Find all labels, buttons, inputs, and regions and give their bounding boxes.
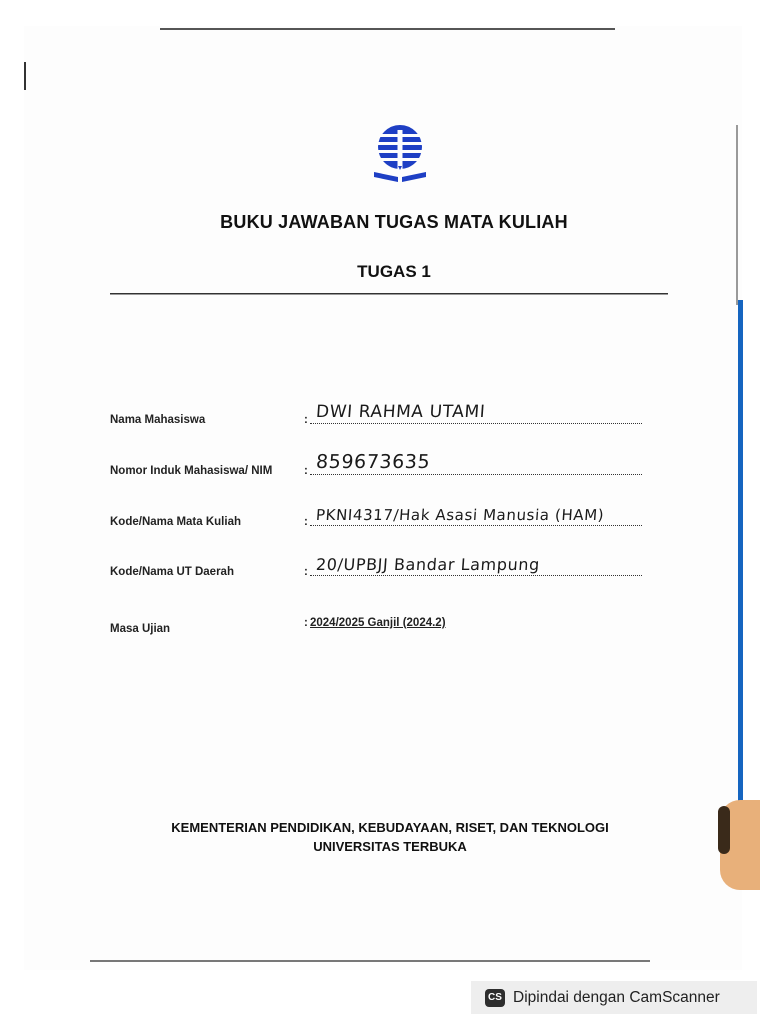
paper-left-mark (24, 62, 26, 90)
field-label: Nomor Induk Mahasiswa/ NIM (110, 465, 273, 477)
field-masa-ujian (110, 601, 670, 635)
field-label: Nama Mahasiswa (110, 414, 206, 426)
field-nama-mahasiswa (110, 398, 670, 428)
field-separator: : (304, 414, 308, 426)
dotted-line (310, 525, 642, 526)
field-label: Kode/Nama UT Daerah (110, 566, 234, 578)
field-ut-daerah (110, 550, 670, 580)
camscanner-watermark (471, 981, 757, 1014)
dotted-line (310, 575, 642, 576)
universitas-terbuka-logo-icon (370, 122, 430, 184)
document-subtitle: TUGAS 1 (357, 262, 431, 281)
field-nim (110, 449, 670, 479)
paper-fold-shadow (736, 125, 738, 305)
camscanner-icon: CS (485, 989, 505, 1007)
dotted-line (310, 423, 642, 424)
footer-university: UNIVERSITAS TERBUKA (313, 839, 467, 854)
paper-bottom-edge (90, 960, 650, 962)
dotted-line (310, 474, 642, 475)
field-separator: : (304, 465, 308, 477)
field-separator: : (304, 617, 308, 629)
handwritten-value: 20/UPBJJ Bandar Lampung (315, 555, 541, 574)
paper-top-edge (160, 28, 615, 30)
scan-edge-strip (738, 300, 743, 820)
title-divider (110, 293, 668, 295)
field-mata-kuliah (110, 500, 670, 530)
finger-shadow (718, 806, 730, 854)
typed-value: 2024/2025 Ganjil (2024.2) (310, 617, 446, 629)
document-title: BUKU JAWABAN TUGAS MATA KULIAH (220, 212, 568, 232)
field-separator: : (304, 516, 308, 528)
camscanner-text: Dipindai dengan CamScanner (513, 988, 720, 1006)
handwritten-value: DWI RAHMA UTAMI (315, 402, 487, 422)
handwritten-value: PKNI4317/Hak Asasi Manusia (HAM) (315, 506, 605, 524)
handwritten-value: 859673635 (315, 451, 431, 473)
field-label: Masa Ujian (110, 623, 171, 635)
field-separator: : (304, 566, 308, 578)
footer-ministry: KEMENTERIAN PENDIDIKAN, KEBUDAYAAN, RISET, DAN TEKNOLOGI (171, 820, 609, 835)
field-label: Kode/Nama Mata Kuliah (110, 516, 241, 528)
